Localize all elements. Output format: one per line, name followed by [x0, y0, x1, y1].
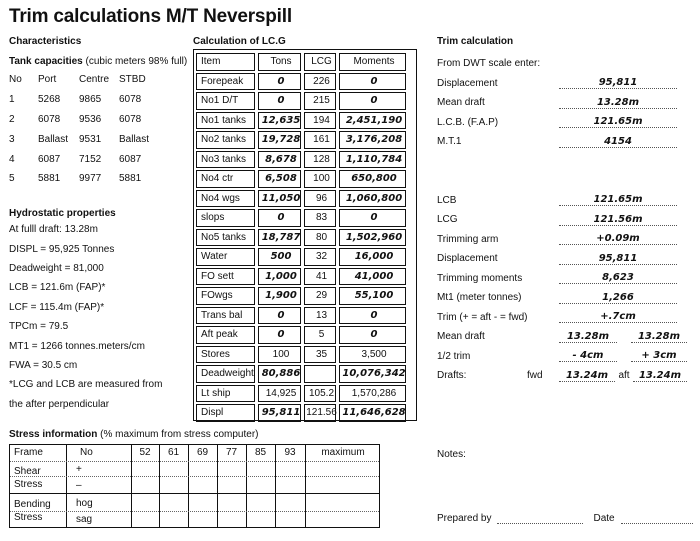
trim-value: 13.28m [596, 96, 640, 108]
tank-cell: 4 [9, 153, 15, 165]
lcg-item: FOwgs [201, 290, 233, 302]
lcg-lcg: 80 [315, 231, 328, 243]
lcg-moments: 0 [370, 75, 378, 87]
mean-draft-row [437, 327, 687, 347]
lcg-row [196, 306, 409, 326]
hydrostatic-line: MT1 = 1266 tonnes.meters/cm [9, 340, 145, 352]
lcg-item: No3 tanks [201, 153, 247, 165]
hydrostatic-properties [9, 220, 162, 414]
lcg-moments: 1,502,960 [345, 231, 403, 243]
lcg-moments: 0 [370, 309, 378, 321]
trim-row [437, 132, 687, 152]
lcg-header-row [196, 52, 409, 72]
lcg-heading: Calculation of LC.G [193, 36, 286, 47]
lcg-moments: 0 [370, 212, 378, 224]
tank-cell: 7152 [79, 153, 102, 165]
prepared-by-label: Prepared by [437, 512, 492, 524]
tank-header-cell: No [9, 74, 22, 86]
trim-label: Displacement [437, 77, 498, 89]
lcg-item: No1 D/T [201, 95, 239, 107]
trim-label: L.C.B. (F.A.P) [437, 116, 499, 128]
trim-label: LCB [437, 194, 457, 206]
tank-cell: 9531 [79, 133, 102, 145]
trim-value: 8,623 [602, 272, 634, 284]
tank-row [9, 90, 169, 110]
lcg-item: No4 ctr [201, 173, 234, 185]
trim-label: Trimming arm [437, 233, 499, 245]
lcg-row [196, 150, 409, 170]
trim-row [437, 74, 687, 94]
stress-table [9, 444, 380, 528]
lcg-item: Displ [201, 407, 224, 419]
lcg-item: Aft peak [201, 329, 238, 341]
tank-cell: 5881 [38, 173, 61, 185]
lcg-item: slops [201, 212, 225, 224]
stress-header-cell: 77 [225, 447, 238, 458]
stress-row-line [10, 461, 379, 462]
trim-value-field[interactable] [559, 194, 677, 206]
trim-value-field[interactable] [559, 272, 677, 284]
trim-label: M.T.1 [437, 136, 462, 148]
tank-cell: 2 [9, 113, 15, 125]
tank-cell: 5881 [119, 173, 142, 185]
stress-header-cell: No [80, 447, 93, 458]
half-trim-row-aft-field[interactable] [631, 350, 687, 362]
stress-sign: hog [76, 498, 93, 509]
tank-cell: Ballast [38, 133, 69, 145]
tank-cell: 9865 [79, 94, 102, 106]
trim-value: +0.09m [596, 233, 640, 245]
lcg-tons: 1,000 [265, 270, 297, 282]
tank-cell: Ballast [119, 133, 150, 145]
lcg-lcg: 100 [313, 173, 330, 185]
trim-value: 95,811 [598, 77, 638, 89]
lcg-tons: 18,787 [261, 231, 301, 243]
lcg-lcg: 35 [315, 348, 328, 360]
stress-col-line [66, 445, 67, 527]
lcg-row [196, 72, 409, 92]
tank-cell: 6087 [38, 153, 61, 165]
lcg-table [196, 52, 409, 423]
trim-row [437, 191, 687, 211]
hydrostatic-heading: Hydrostatic properties [9, 208, 116, 219]
lcg-row [196, 325, 409, 345]
lcg-lcg: 215 [313, 95, 330, 107]
trim-calculation [437, 54, 687, 386]
lcg-moments: 55,100 [354, 290, 394, 302]
lcg-header-cell: Moments [353, 56, 395, 68]
trim-value-field[interactable] [559, 292, 677, 304]
half-trim-row-fwd: - 4cm [572, 350, 604, 362]
lcg-tons: 14,925 [265, 387, 297, 399]
tank-cell: 3 [9, 133, 15, 145]
lcg-row [196, 384, 409, 404]
lcg-item: No2 tanks [201, 134, 247, 146]
trim-value: 95,811 [598, 252, 638, 264]
trim-label: Mt1 (meter tonnes) [437, 292, 522, 304]
drafts-label: Drafts: [437, 370, 467, 382]
trim-label: 1/2 trim [437, 350, 471, 362]
tank-header-cell: Port [38, 74, 57, 86]
trim-value-field[interactable] [559, 233, 677, 245]
tank-cell: 6078 [119, 94, 142, 106]
stress-header-cell: 85 [254, 447, 267, 458]
trim-value: 4154 [604, 135, 632, 147]
lcg-lcg: 32 [315, 251, 328, 263]
half-trim-row-aft: + 3cm [641, 350, 677, 362]
lcg-row [196, 286, 409, 306]
stress-header-cell: Frame [14, 447, 43, 458]
trim-label: LCG [437, 214, 458, 226]
notes-label: Notes: [437, 449, 466, 460]
stress-header-cell: 61 [167, 447, 180, 458]
drafts-fwd-field[interactable] [559, 370, 615, 382]
trim-label: Trim (+ = aft - = fwd) [437, 311, 528, 323]
lcg-tons: 0 [277, 309, 285, 321]
lcg-row [196, 247, 409, 267]
lcg-lcg: 105.2 [308, 387, 335, 399]
lcg-tons: 11,050 [261, 192, 301, 204]
prepared-by-field[interactable] [497, 512, 583, 524]
tank-cell: 9977 [79, 173, 102, 185]
trim-value: 1,266 [602, 291, 634, 303]
lcg-tons: 95,811 [261, 407, 301, 419]
stress-header-cell: maximum [321, 447, 365, 458]
mean-draft-row-aft: 13.28m [637, 330, 681, 342]
stress-row-line [10, 511, 379, 512]
lcg-tons: 100 [272, 348, 290, 360]
lcg-lcg: 5 [318, 329, 325, 341]
tank-cell: 6078 [119, 113, 142, 125]
tank-header-cell: STBD [119, 74, 146, 86]
trim-label: Mean draft [437, 97, 485, 109]
trim-label: Displacement [437, 253, 498, 265]
trim-value-field[interactable] [559, 311, 677, 323]
lcg-row [196, 91, 409, 111]
lcg-item: Stores [201, 348, 230, 360]
date-field[interactable] [621, 512, 693, 524]
lcg-row [196, 208, 409, 228]
tank-header-cell: Centre [79, 74, 110, 86]
tank-row [9, 149, 169, 169]
stress-sign: + [76, 464, 82, 475]
tank-capacities-table [9, 70, 169, 189]
trim-intro: From DWT scale enter: [437, 58, 541, 70]
lcg-lcg: 83 [315, 212, 328, 224]
hydrostatic-line: the after perpendicular [9, 398, 110, 410]
characteristics-heading: Characteristics [9, 36, 82, 47]
trim-row [437, 249, 687, 269]
lcg-row [196, 111, 409, 131]
mean-draft-row-fwd-field[interactable] [559, 331, 617, 343]
trim-row [437, 269, 687, 289]
tank-capacities-note: (cubic meters 98% full) [82, 56, 188, 67]
shear-stress-label: Shear Stress [14, 466, 43, 490]
lcg-moments: 10,076,342 [342, 368, 406, 380]
lcg-moments: 3,500 [361, 348, 387, 360]
lcg-tons: 19,728 [261, 134, 301, 146]
lcg-moments: 1,570,286 [351, 387, 397, 399]
lcg-item: Trans bal [201, 309, 243, 321]
lcg-tons: 1,900 [265, 290, 297, 302]
trim-row [437, 308, 687, 328]
trim-row [437, 288, 687, 308]
stress-title-note: (% maximum from stress computer) [97, 429, 259, 440]
lcg-moments: 1,110,784 [345, 153, 403, 165]
stress-row-line [10, 476, 379, 477]
trim-value: 121.65m [593, 194, 643, 206]
lcg-header-cell: Tons [270, 56, 292, 68]
hydrostatic-line: DISPL = 95,925 Tonnes [9, 243, 115, 255]
trim-spacer [437, 171, 687, 191]
trim-value-field[interactable] [559, 77, 677, 89]
drafts-fwd: 13.24m [565, 369, 609, 381]
trim-label: Trimming moments [437, 272, 523, 284]
lcg-lcg: 121.56 [306, 407, 337, 419]
lcg-header-cell: LCG [311, 56, 332, 68]
tank-cell: 6087 [119, 153, 142, 165]
lcg-lcg: 13 [315, 309, 328, 321]
trim-value-field[interactable] [559, 116, 677, 128]
drafts-fwd-label: fwd [527, 370, 543, 382]
lcg-moments: 1,060,800 [345, 192, 403, 204]
trim-spacer [437, 152, 687, 172]
lcg-row [196, 345, 409, 365]
hydrostatic-line: TPCm = 79.5 [9, 321, 69, 333]
trim-row [437, 113, 687, 133]
lcg-tons: 6,508 [265, 173, 297, 185]
trim-value-field[interactable] [559, 136, 677, 148]
lcg-header-cell: Item [201, 56, 221, 68]
lcg-moments: 650,800 [351, 173, 397, 185]
lcg-lcg: 128 [313, 153, 330, 165]
lcg-lcg: 41 [315, 270, 328, 282]
tank-cell: 1 [9, 94, 15, 106]
lcg-item: No1 tanks [201, 114, 247, 126]
trim-value-field[interactable] [559, 97, 677, 109]
tank-row [9, 169, 169, 189]
lcg-moments: 41,000 [354, 270, 394, 282]
drafts-aft-field[interactable] [633, 370, 687, 382]
page-title: Trim calculations M/T Neverspill [9, 6, 292, 27]
lcg-moments: 2,451,190 [345, 114, 403, 126]
lcg-tons: 0 [277, 95, 285, 107]
lcg-row [196, 130, 409, 150]
hydrostatic-line: LCF = 115.4m (FAP)* [9, 301, 105, 313]
trim-value-field[interactable] [559, 214, 677, 226]
lcg-moments: 16,000 [354, 251, 394, 263]
trim-value: 121.56m [593, 213, 643, 225]
lcg-tons: 80,886 [261, 368, 301, 380]
hydrostatic-line: Deadweight = 81,000 [9, 262, 104, 274]
hydrostatic-line: FWA = 30.5 cm [9, 359, 78, 371]
stress-header-cell: 52 [139, 447, 151, 458]
tank-cell: 9536 [79, 113, 102, 125]
lcg-row [196, 403, 409, 423]
tank-cell: 5268 [38, 94, 61, 106]
trim-heading: Trim calculation [437, 36, 514, 47]
lcg-lcg: 194 [313, 114, 330, 126]
lcg-moments: 11,646,628 [342, 407, 406, 419]
trim-value-field[interactable] [559, 253, 677, 265]
mean-draft-row-fwd: 13.28m [566, 330, 610, 342]
tank-cell: 6078 [38, 113, 61, 125]
stress-title-label: Stress information [9, 429, 98, 440]
tank-capacities-caption [9, 56, 187, 67]
half-trim-row-fwd-field[interactable] [559, 350, 617, 362]
trim-value: 121.65m [593, 116, 643, 128]
stress-section-line [10, 493, 379, 494]
lcg-item: Forepeak [201, 75, 244, 87]
trim-row [437, 210, 687, 230]
lcg-row [196, 189, 409, 209]
stress-title [9, 429, 259, 440]
date-label: Date [593, 512, 615, 524]
prepared-by-line [437, 512, 693, 524]
stress-sign: sag [76, 514, 93, 525]
stress-sign: – [76, 480, 82, 491]
lcg-tons: 8,678 [265, 153, 297, 165]
trim-row [437, 93, 687, 113]
drafts-aft: 13.24m [638, 369, 682, 381]
lcg-lcg: 96 [315, 192, 328, 204]
tank-capacities-label: Tank capacities [9, 56, 83, 67]
tank-row [9, 110, 169, 130]
trim-value: +.7cm [600, 311, 636, 323]
lcg-item: Deadweight [201, 368, 254, 380]
lcg-item: Water [201, 251, 228, 263]
lcg-tons: 12,635 [261, 114, 301, 126]
tank-header-row [9, 70, 169, 90]
half-trim-row [437, 347, 687, 367]
lcg-item: FO sett [201, 270, 234, 282]
lcg-lcg: 226 [313, 75, 330, 87]
trim-label: Mean draft [437, 331, 485, 343]
lcg-tons: 500 [270, 251, 292, 263]
hydrostatic-line: At fulll draft: 13.28m [9, 224, 98, 236]
lcg-item: Lt ship [201, 387, 231, 399]
trim-row [437, 230, 687, 250]
lcg-row [196, 267, 409, 287]
lcg-row [196, 364, 409, 384]
lcg-item: No4 wgs [201, 192, 240, 204]
mean-draft-row-aft-field[interactable] [631, 331, 687, 343]
lcg-item: No5 tanks [201, 231, 247, 243]
lcg-moments: 0 [370, 329, 378, 341]
stress-header-cell: 93 [284, 447, 296, 458]
lcg-lcg: 29 [315, 290, 328, 302]
drafts-row [437, 366, 687, 386]
tank-row [9, 129, 169, 149]
lcg-lcg: 161 [313, 134, 330, 146]
stress-header-cell: 69 [196, 447, 209, 458]
lcg-tons: 0 [277, 75, 285, 87]
lcg-row [196, 169, 409, 189]
drafts-aft-label: aft [618, 370, 630, 382]
lcg-moments: 3,176,208 [345, 134, 403, 146]
bending-stress-label: Bending Stress [14, 499, 51, 523]
lcg-tons: 0 [277, 212, 285, 224]
tank-cell: 5 [9, 173, 15, 185]
lcg-tons: 0 [277, 329, 285, 341]
hydrostatic-line: *LCG and LCB are measured from [9, 379, 163, 391]
hydrostatic-line: LCB = 121.6m (FAP)* [9, 282, 106, 294]
lcg-row [196, 228, 409, 248]
lcg-moments: 0 [370, 95, 378, 107]
